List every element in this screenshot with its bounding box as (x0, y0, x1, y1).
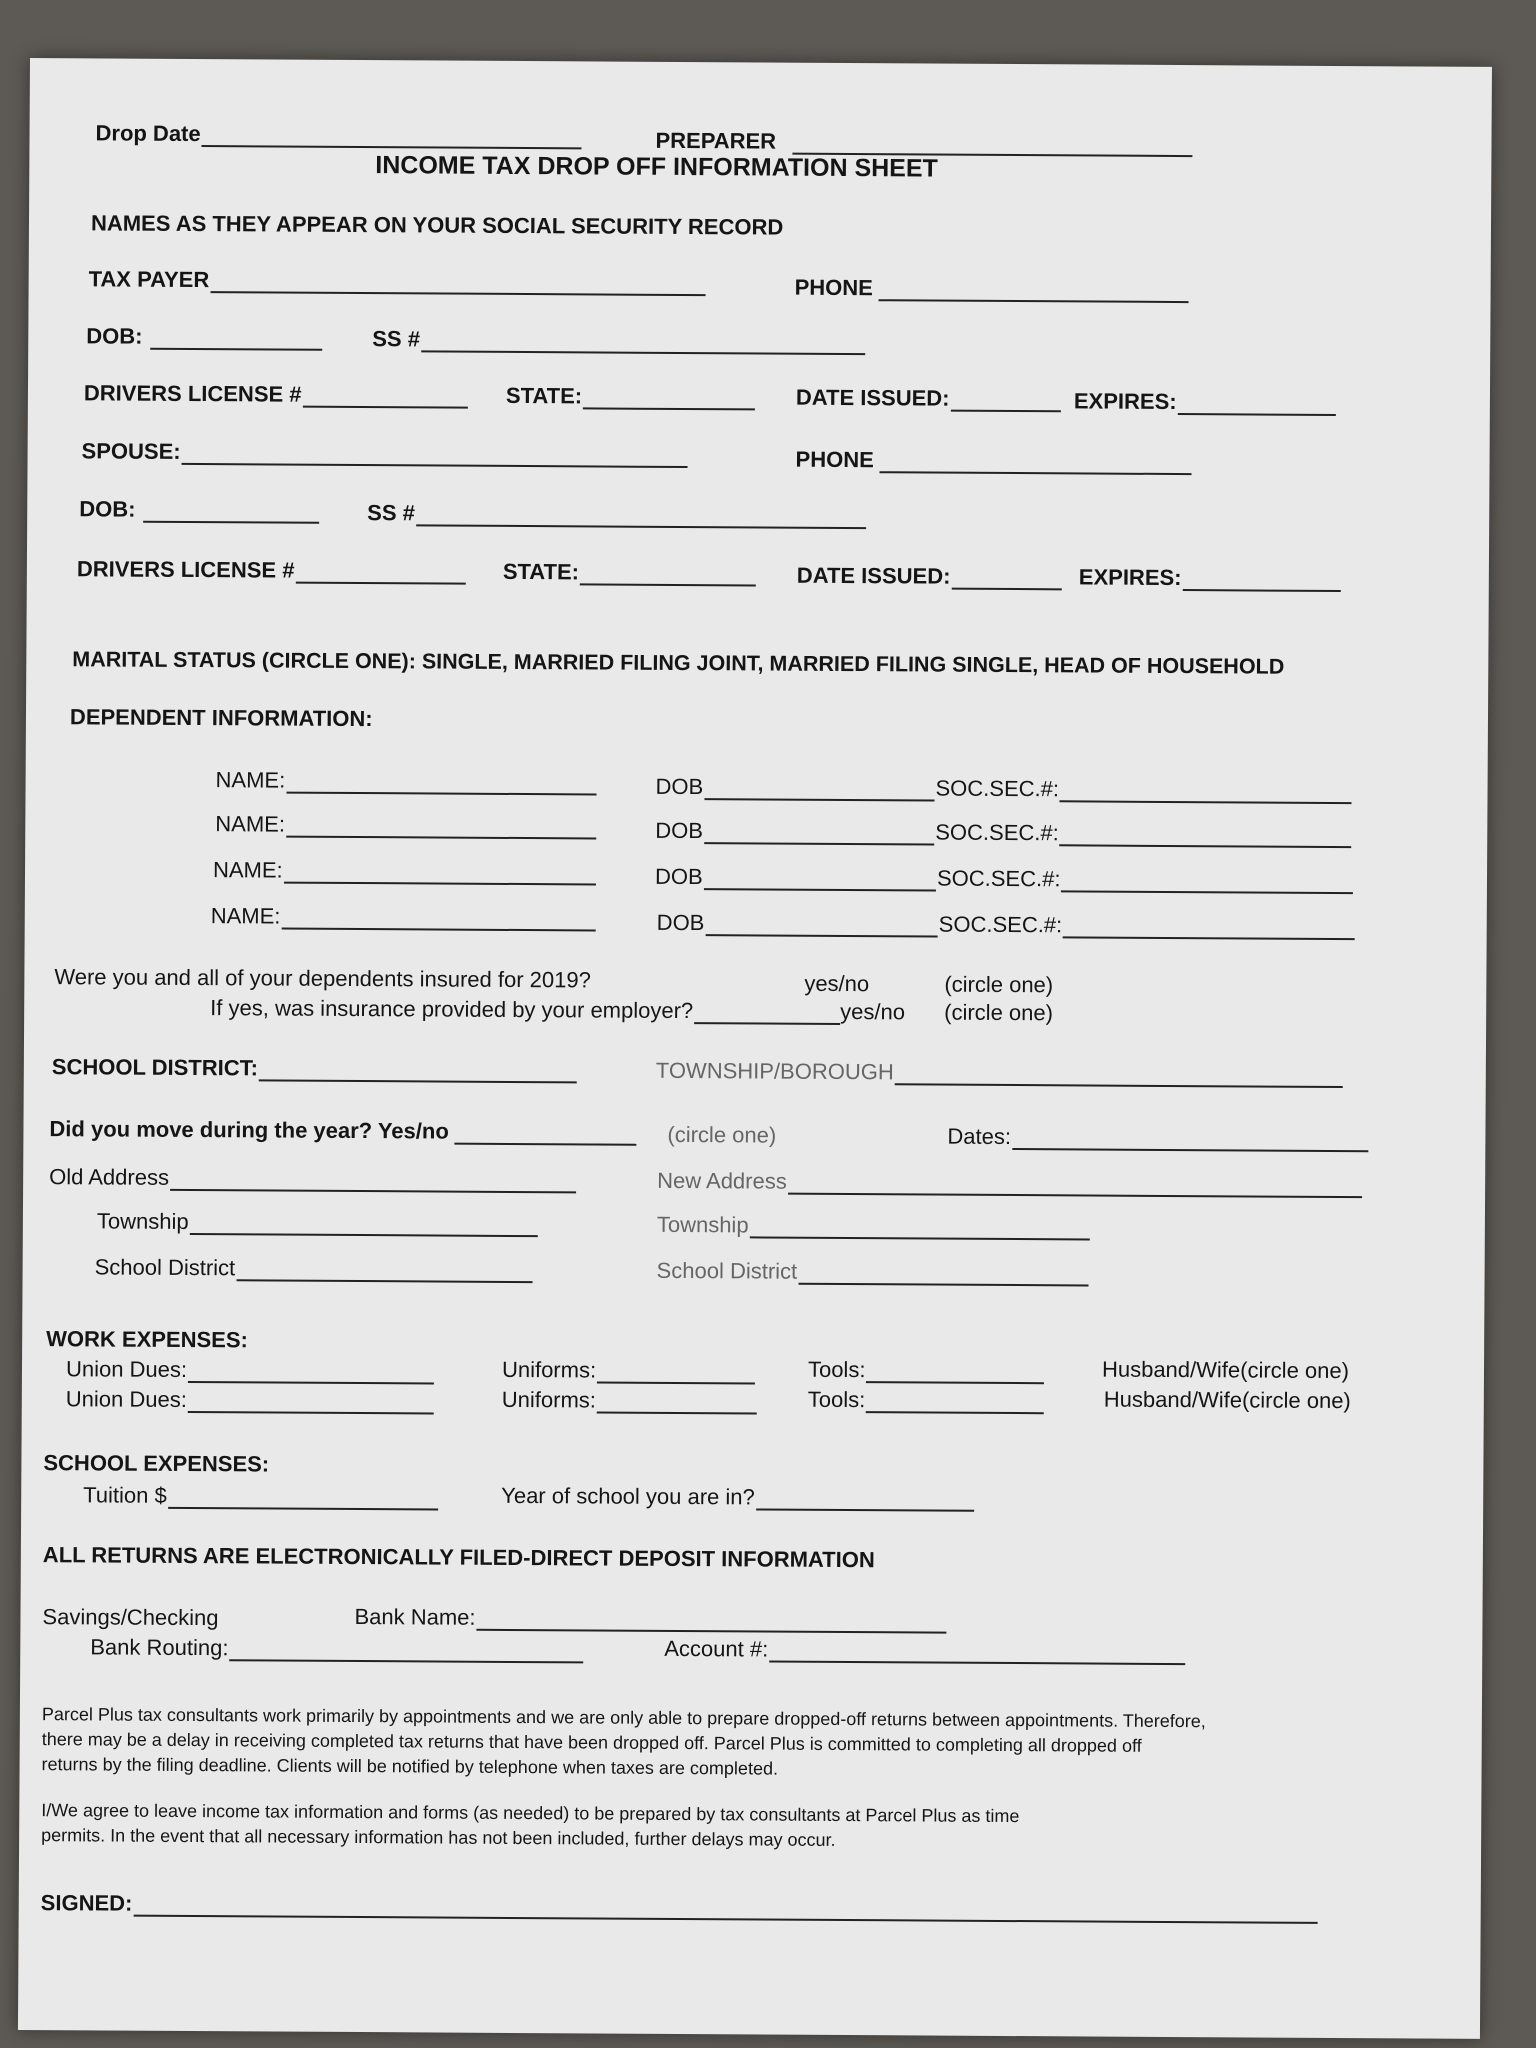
bank-routing-label: Bank Routing: (90, 1634, 229, 1661)
new-address-label: New Address (657, 1167, 787, 1194)
preparer-label: PREPARER (655, 127, 777, 154)
employer-insurance-circle-note: (circle one) (944, 999, 1054, 1026)
dependent-dob-label: DOB (656, 909, 705, 936)
taxpayer-ss-field (372, 326, 865, 355)
move-dates-line[interactable] (1012, 1126, 1368, 1152)
tuition-label: Tuition $ (83, 1482, 167, 1508)
dependent-ssn-field (939, 912, 1356, 941)
union-dues-label: Union Dues: (65, 1356, 188, 1382)
move-dates-label: Dates: (947, 1123, 1012, 1150)
taxpayer-issued-field (796, 385, 1061, 413)
tools-label: Tools: (807, 1356, 866, 1383)
tools-line[interactable] (866, 1389, 1044, 1414)
dependent-ssn-field (935, 776, 1352, 805)
taxpayer-license-label: DRIVERS LICENSE # (83, 380, 302, 407)
taxpayer-ss-line[interactable] (421, 328, 865, 355)
spouse-dob-field (79, 496, 319, 523)
taxpayer-state-label: STATE: (505, 382, 583, 409)
spouse-dob-line[interactable] (143, 499, 319, 524)
dependent-name-field (213, 857, 596, 885)
husband-wife-select[interactable]: Husband/Wife(circle one) (1103, 1386, 1351, 1414)
account-field (664, 1636, 1185, 1665)
spouse-state-field (503, 559, 756, 587)
notice-line: returns by the filing deadline. Clients will be notified by telephone when taxes are completed. (41, 1754, 779, 1779)
taxpayer-label: TAX PAYER (88, 266, 210, 293)
dependent-name-field (215, 811, 596, 839)
dependent-name-label: NAME: (212, 857, 283, 883)
dependent-dob-field (655, 774, 934, 802)
notice-line: there may be a delay in receiving completed tax returns that have been dropped off. Parcel Plus is committed to completing all dropped off (41, 1729, 1142, 1756)
school-district-field (52, 1054, 577, 1083)
dependent-ssn-line[interactable] (1060, 778, 1352, 804)
old-address-label: Old Address (49, 1164, 170, 1190)
school-year-line[interactable] (756, 1486, 974, 1511)
spouse-issued-field (797, 563, 1062, 591)
dependent-name-field (211, 903, 596, 931)
taxpayer-phone-field (795, 275, 1189, 303)
move-question-field (49, 1116, 637, 1146)
form-title: INCOME TAX DROP OFF INFORMATION SHEET (375, 151, 938, 183)
spouse-phone-line[interactable] (880, 449, 1192, 475)
tax-form-sheet (18, 58, 1492, 2039)
taxpayer-line[interactable] (210, 269, 705, 296)
dependent-dob-line[interactable] (704, 866, 936, 891)
bank-routing-field (90, 1634, 583, 1663)
dependent-dob-label: DOB (655, 773, 704, 800)
savings-checking-option[interactable]: Savings/Checking (42, 1604, 219, 1631)
taxpayer-license-line[interactable] (302, 384, 467, 409)
taxpayer-phone-line[interactable] (879, 277, 1189, 303)
taxpayer-expires-field (1074, 388, 1336, 416)
uniforms-line[interactable] (597, 1359, 755, 1384)
taxpayer-issued-label: DATE ISSUED: (795, 384, 950, 411)
dependent-ssn-label: SOC.SEC.#: (935, 775, 1060, 802)
taxpayer-field (89, 266, 706, 296)
spouse-phone-label: PHONE (795, 446, 874, 473)
old-township-line[interactable] (190, 1211, 538, 1237)
uniforms-label: Uniforms: (501, 1356, 597, 1383)
dependent-ssn-field (937, 866, 1354, 895)
dependent-ssn-label: SOC.SEC.#: (935, 819, 1059, 846)
insurance-question: Were you and all of your dependents insured for 2019? (54, 964, 591, 993)
marital-status: MARITAL STATUS (CIRCLE ONE): SINGLE, MARRIED FILING JOINT, MARRIED FILING SINGLE, HEAD OF HOUSEHOLD (72, 647, 1285, 679)
township-borough-label: TOWNSHIP/BOROUGH (655, 1057, 894, 1085)
new-township-field (657, 1212, 1090, 1241)
union-dues-line[interactable] (188, 1359, 434, 1385)
taxpayer-dob-line[interactable] (150, 326, 322, 351)
taxpayer-issued-line[interactable] (950, 388, 1060, 413)
new-school-district-label: School District (656, 1257, 798, 1284)
taxpayer-dob-label: DOB: (86, 323, 143, 349)
uniforms-label: Uniforms: (501, 1386, 597, 1413)
spouse-license-line[interactable] (295, 560, 465, 585)
dependent-dob-line[interactable] (705, 912, 937, 937)
spouse-issued-line[interactable] (951, 566, 1061, 591)
taxpayer-license-field (84, 380, 468, 408)
employer-insurance-field (210, 995, 905, 1025)
new-address-line[interactable] (788, 1171, 1362, 1199)
spouse-field (82, 438, 688, 468)
taxpayer-dob-field (86, 323, 322, 350)
spouse-expires-label: EXPIRES: (1078, 564, 1182, 591)
union-dues-line[interactable] (188, 1389, 434, 1415)
dependent-ssn-field (935, 820, 1352, 849)
school-district-line[interactable] (259, 1057, 577, 1083)
spouse-ss-line[interactable] (416, 502, 866, 529)
move-question: Did you move during the year? Yes/no (49, 1116, 449, 1144)
dependent-name-field (216, 767, 597, 795)
dependent-name-line[interactable] (286, 814, 596, 840)
dependent-ssn-line[interactable] (1063, 914, 1355, 940)
agreement-paragraph (41, 1798, 1019, 1854)
taxpayer-ss-label: SS # (372, 326, 421, 352)
old-township-field (97, 1208, 538, 1237)
husband-wife-select[interactable]: Husband/Wife(circle one) (1101, 1356, 1350, 1384)
signed-label: SIGNED: (40, 1890, 133, 1916)
notice-paragraph (41, 1702, 1205, 1784)
dependent-dob-line[interactable] (704, 820, 934, 845)
union-dues-label: Union Dues: (65, 1386, 187, 1412)
dependent-dob-label: DOB (654, 863, 703, 890)
account-label: Account #: (664, 1635, 769, 1662)
spouse-issued-label: DATE ISSUED: (796, 562, 951, 589)
spouse-expires-line[interactable] (1182, 567, 1340, 592)
move-dates-field (947, 1124, 1368, 1153)
spouse-ss-field (367, 500, 866, 529)
dependent-name-line[interactable] (286, 770, 596, 796)
dependent-name-label: NAME: (210, 903, 281, 929)
new-township-line[interactable] (750, 1214, 1090, 1240)
bank-name-line[interactable] (476, 1607, 946, 1634)
insurance-circle-note: (circle one) (944, 971, 1054, 998)
new-township-label: Township (656, 1211, 749, 1238)
new-school-district-line[interactable] (798, 1261, 1088, 1287)
union-dues-field (66, 1386, 434, 1414)
move-circle-note: (circle one) (667, 1121, 777, 1148)
new-school-district-field (657, 1258, 1089, 1287)
uniforms-line[interactable] (597, 1389, 757, 1414)
dependent-ssn-label: SOC.SEC.#: (938, 911, 1063, 938)
spouse-state-label: STATE: (502, 558, 580, 585)
tools-field (808, 1387, 1045, 1414)
township-borough-field (656, 1058, 1343, 1088)
school-expenses-heading: SCHOOL EXPENSES: (43, 1450, 270, 1477)
old-township-label: Township (96, 1208, 189, 1234)
new-address-field (657, 1168, 1362, 1198)
spouse-phone-field (795, 447, 1191, 475)
tuition-field (83, 1482, 438, 1510)
dependent-ssn-line[interactable] (1061, 868, 1353, 894)
dependent-name-label: NAME: (215, 767, 286, 793)
spouse-dob-label: DOB: (79, 496, 136, 522)
dependent-ssn-line[interactable] (1060, 822, 1352, 848)
notice-line: Parcel Plus tax consultants work primarily by appointments and we are only able to prepare dropped-off returns between appointments. Therefore, (41, 1704, 1206, 1732)
work-expenses-heading: WORK EXPENSES: (46, 1326, 248, 1353)
school-year-label: Year of school you are in? (501, 1482, 755, 1510)
old-school-district-line[interactable] (236, 1257, 532, 1283)
agreement-line: I/We agree to leave income tax information and forms (as needed) to be prepared by tax consultants at Parcel Plus as time (41, 1800, 1020, 1827)
signature-line[interactable] (133, 1893, 1317, 1924)
old-address-line[interactable] (170, 1167, 576, 1193)
spouse-line[interactable] (182, 441, 688, 468)
taxpayer-phone-label: PHONE (794, 274, 873, 301)
dependent-dob-line[interactable] (704, 776, 934, 801)
dependent-dob-field (657, 910, 938, 938)
agreement-line: permits. In the event that all necessary information has not been included, further delays may occur. (41, 1825, 836, 1850)
direct-deposit-heading: ALL RETURNS ARE ELECTRONICALLY FILED-DIRECT DEPOSIT INFORMATION (42, 1542, 875, 1573)
tuition-line[interactable] (168, 1485, 438, 1511)
move-answer-line[interactable] (455, 1121, 637, 1146)
township-borough-line[interactable] (895, 1061, 1343, 1088)
employer-insurance-yes-no[interactable]: yes/no (840, 998, 906, 1025)
employer-insurance-question: If yes, was insurance provided by your employer? (210, 995, 694, 1024)
old-school-district-field (95, 1254, 533, 1283)
spouse-ss-label: SS # (367, 500, 416, 526)
insurance-yes-no[interactable]: yes/no (804, 970, 870, 997)
dependent-name-line[interactable] (281, 906, 595, 932)
dependent-dob-field (655, 864, 936, 892)
taxpayer-expires-line[interactable] (1178, 391, 1336, 416)
tools-field (808, 1357, 1045, 1384)
account-line[interactable] (769, 1639, 1185, 1666)
taxpayer-state-field (506, 383, 755, 411)
old-school-district-label: School District (94, 1254, 236, 1281)
dependent-heading: DEPENDENT INFORMATION: (69, 704, 373, 732)
tools-label: Tools: (807, 1386, 866, 1413)
signature-field (41, 1890, 1318, 1924)
spouse-label: SPOUSE: (81, 438, 181, 464)
old-address-field (49, 1164, 576, 1193)
uniforms-field (502, 1387, 757, 1415)
names-heading: NAMES AS THEY APPEAR ON YOUR SOCIAL SECURITY RECORD (90, 210, 784, 240)
bank-name-field (354, 1604, 946, 1634)
taxpayer-state-line[interactable] (583, 385, 755, 410)
school-year-field (501, 1483, 974, 1512)
spouse-license-field (77, 556, 466, 584)
dependent-name-line[interactable] (284, 860, 596, 886)
drop-date-label: Drop Date (95, 120, 201, 147)
bank-routing-line[interactable] (229, 1637, 583, 1663)
spouse-license-label: DRIVERS LICENSE # (76, 556, 295, 583)
drop-date-field (95, 120, 581, 149)
dependent-dob-label: DOB (655, 817, 704, 844)
uniforms-field (502, 1357, 755, 1385)
dependent-dob-field (655, 818, 934, 846)
spouse-state-line[interactable] (580, 561, 756, 586)
employer-insurance-line[interactable] (694, 1000, 840, 1025)
school-district-label: SCHOOL DISTRICT: (51, 1054, 259, 1081)
dependent-name-label: NAME: (215, 811, 286, 837)
union-dues-field (66, 1356, 434, 1384)
bank-name-label: Bank Name: (354, 1604, 476, 1630)
tools-line[interactable] (866, 1359, 1044, 1384)
drop-date-line[interactable] (202, 123, 582, 149)
taxpayer-expires-label: EXPIRES: (1073, 388, 1177, 415)
dependent-ssn-label: SOC.SEC.#: (936, 865, 1061, 892)
spouse-expires-field (1079, 564, 1341, 592)
